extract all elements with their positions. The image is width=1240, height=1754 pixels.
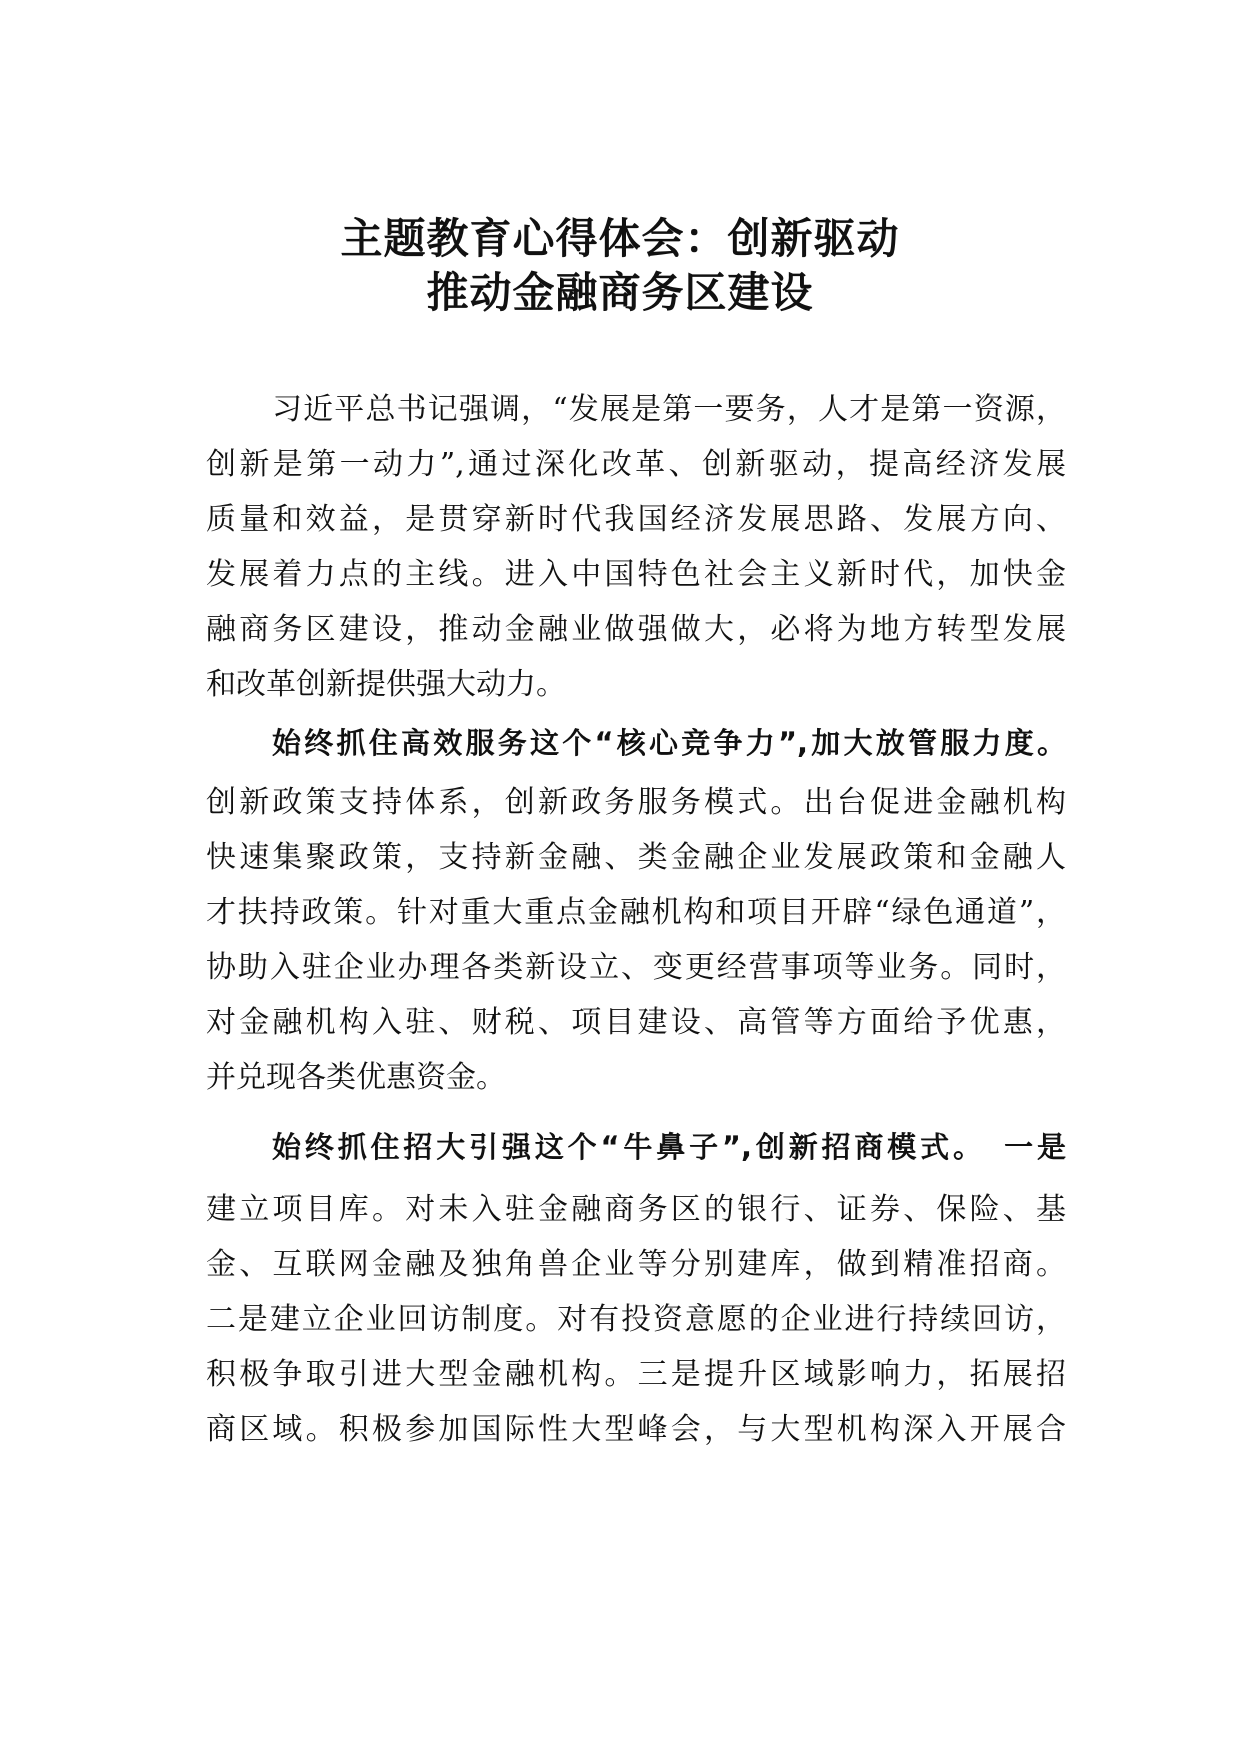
- paragraph-line: 建立项目库。对未入驻金融商务区的银行、证券、保险、基: [206, 1192, 1066, 1227]
- paragraph-line: 发展着力点的主线。进入中国特色社会主义新时代，加快金: [206, 557, 1066, 592]
- paragraph-line: 商区域。积极参加国际性大型峰会，与大型机构深入开展合: [206, 1412, 1066, 1447]
- paragraph-line: 融商务区建设，推动金融业做强做大，必将为地方转型发展: [206, 612, 1066, 647]
- paragraph-line: 和改革创新提供强大动力。: [206, 667, 566, 702]
- paragraph-2: [206, 775, 1066, 1105]
- paragraph-line: 创新是第一动力”,通过深化改革、创新驱动，提高经济发展: [206, 447, 1066, 482]
- paragraph-line: 金、互联网金融及独角兽企业等分别建库，做到精准招商。: [206, 1247, 1066, 1282]
- document-title: [0, 212, 1240, 320]
- paragraph-line: 并兑现各类优惠资金。: [206, 1060, 506, 1095]
- paragraph-3: [206, 1182, 1066, 1457]
- title-line-2: 推动金融商务区建设: [426, 268, 814, 317]
- paragraph-line: 习近平总书记强调，“发展是第一要务，人才是第一资源，: [272, 392, 1066, 427]
- paragraph-line: 快速集聚政策，支持新金融、类金融企业发展政策和金融人: [206, 840, 1066, 875]
- document-body: [206, 382, 1066, 1457]
- title-line-1: 主题教育心得体会：创新驱动: [340, 214, 900, 263]
- paragraph-line: 积极争取引进大型金融机构。三是提升区域影响力，拓展招: [206, 1357, 1066, 1392]
- paragraph-line: 才扶持政策。针对重大重点金融机构和项目开辟“绿色通道”，: [206, 895, 1066, 930]
- spacer: [206, 1105, 1066, 1113]
- section-heading-2: 始终抓住招大引强这个“牛鼻子”,创新招商模式。 一是: [272, 1130, 1066, 1164]
- section-heading-1: 始终抓住高效服务这个“核心竞争力”,加大放管服力度。: [272, 726, 1066, 760]
- paragraph-line: 创新政策支持体系，创新政务服务模式。出台促进金融机构: [206, 785, 1066, 820]
- paragraph-line: 协助入驻企业办理各类新设立、变更经营事项等业务。同时，: [206, 950, 1066, 985]
- paragraph-line: 质量和效益，是贯穿新时代我国经济发展思路、发展方向、: [206, 502, 1066, 537]
- paragraph-1: [206, 382, 1066, 712]
- paragraph-line: 二是建立企业回访制度。对有投资意愿的企业进行持续回访，: [206, 1302, 1066, 1337]
- paragraph-line: 对金融机构入驻、财税、项目建设、高管等方面给予优惠，: [206, 1005, 1066, 1040]
